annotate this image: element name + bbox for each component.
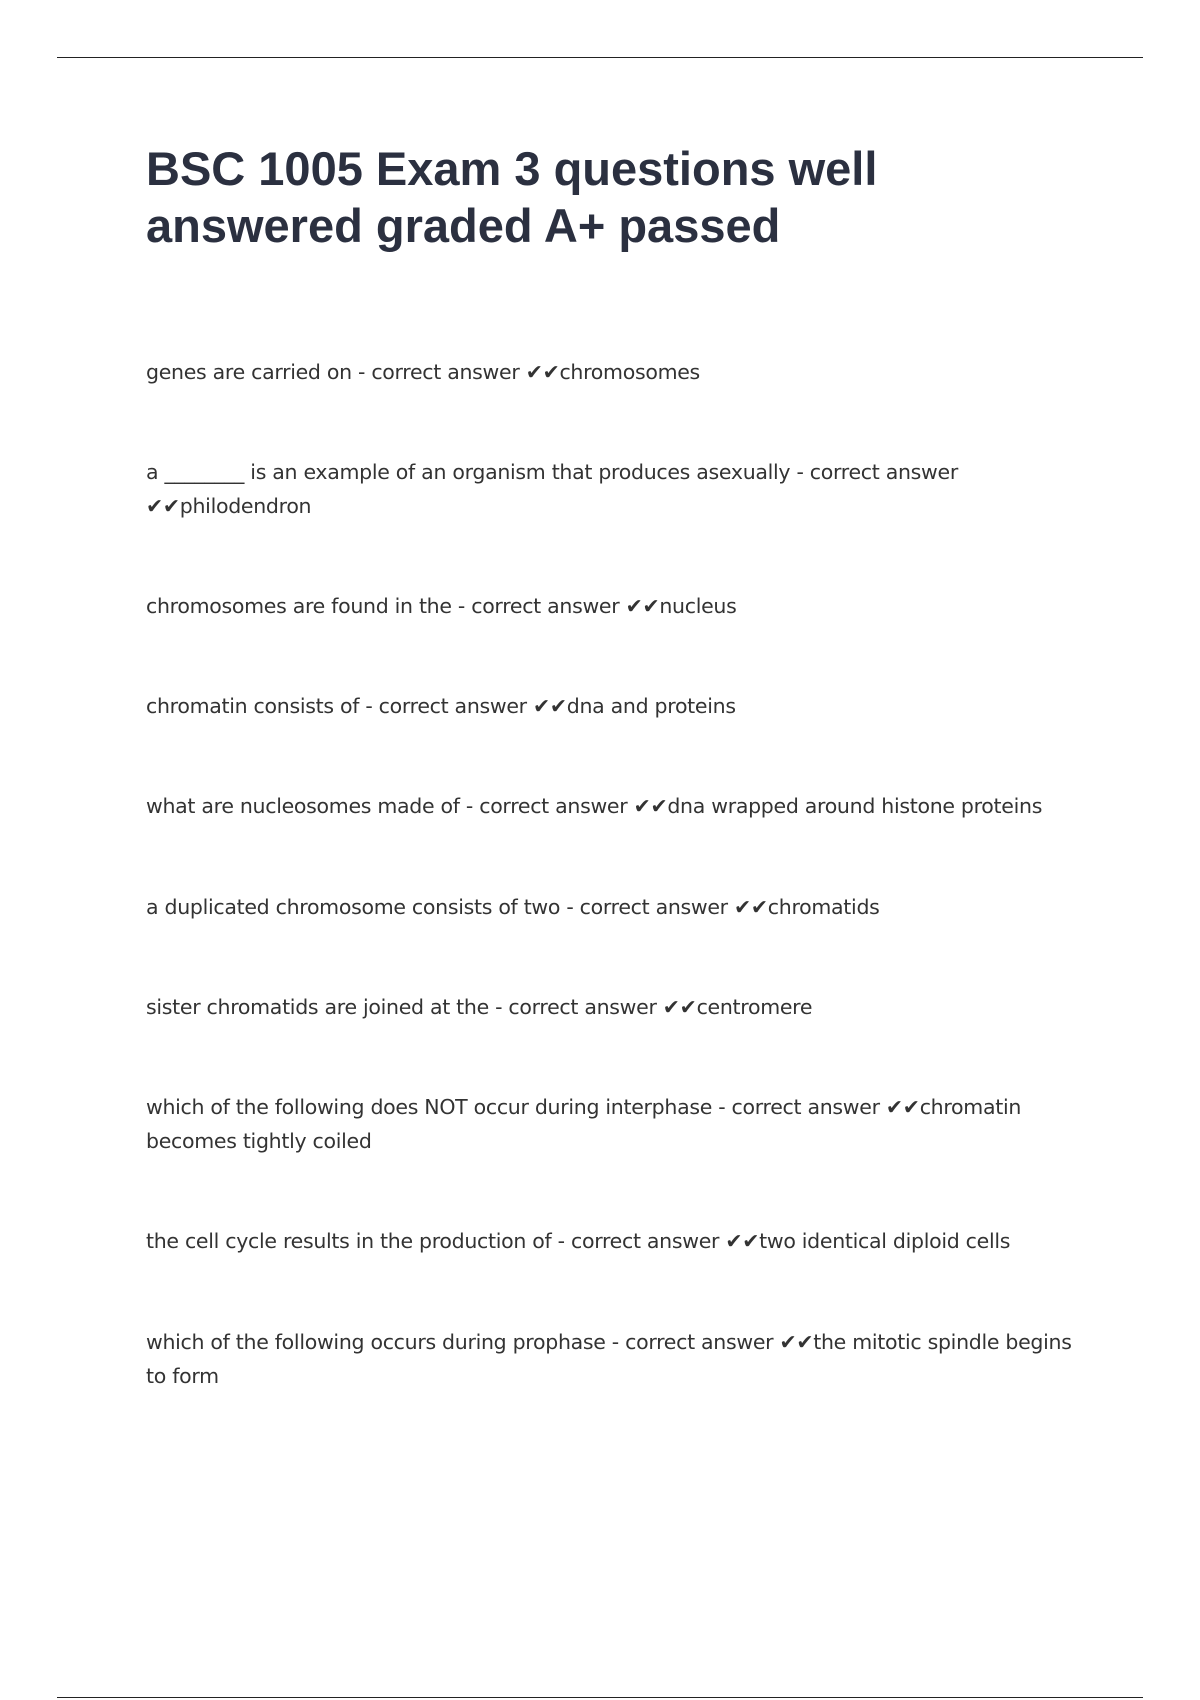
- answer-separator: - correct answer: [488, 995, 663, 1019]
- qa-item: [146, 355, 1076, 389]
- question-text: the cell cycle results in the production of: [146, 1229, 552, 1253]
- question-text: which of the following occurs during prophase: [146, 1330, 606, 1354]
- answer-separator: - correct answer: [351, 360, 526, 384]
- qa-item: [146, 1325, 1076, 1393]
- bottom-divider: [57, 1697, 1143, 1698]
- qa-item: [146, 990, 1076, 1024]
- check-mark-icon: ✔✔: [885, 1095, 920, 1119]
- answer-separator: - correct answer: [459, 794, 634, 818]
- question-text: a duplicated chromosome consists of two: [146, 895, 561, 919]
- document-title: BSC 1005 Exam 3 questions well answered graded A+ passed: [146, 142, 878, 252]
- question-text: chromosomes are found in the: [146, 594, 452, 618]
- check-mark-icon: ✔✔: [533, 694, 567, 718]
- check-mark-icon: ✔✔: [734, 895, 768, 919]
- check-mark-icon: ✔✔: [633, 794, 668, 818]
- check-mark-icon: ✔✔: [525, 360, 560, 384]
- question-text: chromatin consists of: [146, 694, 360, 718]
- qa-item: [146, 1224, 1076, 1258]
- answer-separator: - correct answer: [790, 460, 965, 484]
- question-text: which of the following does NOT occur during interphase: [146, 1095, 713, 1119]
- answer-separator: - correct answer: [712, 1095, 886, 1119]
- check-mark-icon: ✔✔: [779, 1330, 814, 1354]
- check-mark-icon: ✔✔: [725, 1229, 760, 1253]
- answer-separator: - correct answer: [560, 895, 735, 919]
- check-mark-icon: ✔✔: [146, 494, 180, 518]
- answer-text: dna and proteins: [566, 694, 736, 718]
- answer-text: centromere: [696, 995, 813, 1019]
- answer-text: the mitotic spindle begins to form: [146, 1330, 1078, 1388]
- question-text: genes are carried on: [146, 360, 352, 384]
- qa-item: [146, 789, 1076, 823]
- top-divider: [57, 57, 1143, 58]
- answer-text: chromatin becomes tightly coiled: [146, 1095, 1028, 1153]
- question-text: what are nucleosomes made of: [146, 794, 460, 818]
- check-mark-icon: ✔✔: [662, 995, 697, 1019]
- qa-item: [146, 890, 1076, 924]
- qa-item: [146, 689, 1076, 723]
- answer-text: philodendron: [179, 494, 312, 518]
- qa-item: [146, 589, 1076, 623]
- answer-separator: - correct answer: [359, 694, 534, 718]
- answer-text: nucleus: [659, 594, 737, 618]
- answer-text: chromosomes: [559, 360, 700, 384]
- answer-text: dna wrapped around histone proteins: [667, 794, 1043, 818]
- answer-separator: - correct answer: [551, 1229, 726, 1253]
- answer-text: two identical diploid cells: [759, 1229, 1011, 1253]
- question-text: sister chromatids are joined at the: [146, 995, 489, 1019]
- answer-separator: - correct answer: [605, 1330, 780, 1354]
- answer-separator: - correct answer: [451, 594, 626, 618]
- check-mark-icon: ✔✔: [625, 594, 660, 618]
- qa-item: [146, 1090, 1076, 1158]
- qa-item: [146, 455, 1076, 523]
- answer-text: chromatids: [767, 895, 880, 919]
- question-text: a ________ is an example of an organism that produces asexually: [146, 460, 791, 484]
